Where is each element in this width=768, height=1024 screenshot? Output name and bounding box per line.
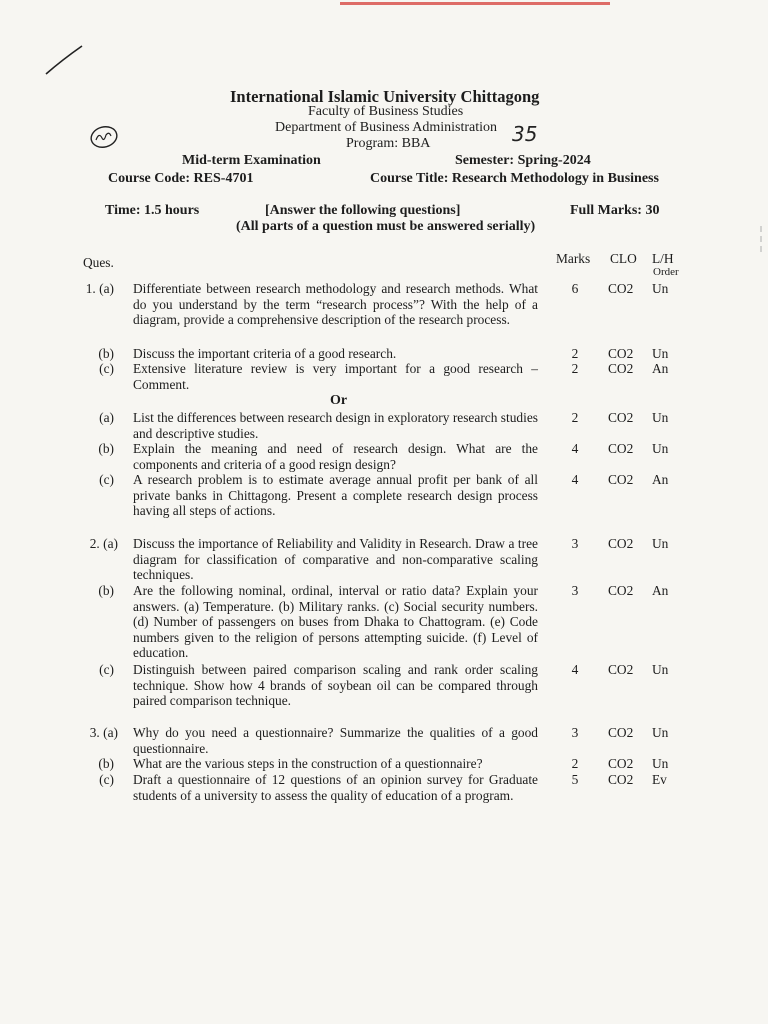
question-marks: 4: [571, 662, 579, 677]
question-text: Extensive literature review is very important for a good research – Comment.: [133, 361, 538, 392]
question-level: Ev: [652, 772, 667, 787]
question-text: Differentiate between research methodology and research methods. What do you understand by the term “research process”? With the help of a diagram, provide a comprehensive description of the research process.: [133, 281, 538, 328]
question-clo: CO2: [608, 361, 634, 376]
question-text: Distinguish between paired comparison scaling and rank order scaling technique. Show how 4 brands of soybean oil can be compared through paired comparison technique.: [133, 662, 538, 709]
column-header-clo: CLO: [610, 251, 637, 266]
question-number: 3. (a): [89, 725, 118, 740]
question-number: 2. (a): [89, 536, 118, 551]
column-header-order: Order: [653, 266, 679, 278]
question-number: (c): [99, 772, 114, 787]
question-text: Explain the meaning and need of research design. What are the components and criteria of a good resign design?: [133, 441, 538, 472]
question-marks: 4: [571, 472, 579, 487]
question-marks: 3: [571, 536, 579, 551]
question-marks: 6: [571, 281, 579, 296]
course-title: Course Title: Research Methodology in Business: [370, 171, 659, 186]
department-name: Department of Business Administration: [275, 120, 498, 135]
question-clo: CO2: [608, 441, 634, 456]
question-text: Discuss the importance of Reliability and Validity in Research. Draw a tree diagram for classification of comparative and non-comparative scaling techniques.: [133, 536, 538, 583]
question-level: Un: [652, 756, 669, 771]
scan-edge-artifact: [757, 226, 765, 254]
question-marks: 2: [571, 361, 579, 376]
question-level: Un: [652, 536, 669, 551]
question-number: (c): [99, 361, 114, 376]
question-level: An: [652, 583, 669, 598]
column-header-lh: L/H: [652, 251, 674, 266]
course-code: Course Code: RES-4701: [108, 171, 254, 186]
question-clo: CO2: [608, 772, 634, 787]
question-number: (a): [99, 410, 114, 425]
instruction-answer: [Answer the following questions]: [265, 203, 461, 218]
time-allowed: Time: 1.5 hours: [105, 203, 200, 218]
question-level: Un: [652, 410, 669, 425]
question-clo: CO2: [608, 756, 634, 771]
program-name: Program: BBA: [346, 136, 431, 151]
question-number: (b): [98, 756, 114, 771]
university-name: International Islamic University Chittagong: [230, 87, 540, 106]
question-level: An: [652, 361, 669, 376]
question-marks: 4: [571, 441, 579, 456]
question-level: Un: [652, 281, 669, 296]
column-header-marks: Marks: [556, 251, 591, 266]
question-clo: CO2: [608, 583, 634, 598]
semester-label: Semester: Spring-2024: [455, 153, 591, 168]
faculty-name: Faculty of Business Studies: [308, 104, 464, 119]
column-header-ques: Ques.: [83, 255, 114, 270]
handwritten-score: 35: [512, 122, 538, 146]
question-number: (b): [98, 441, 114, 456]
question-clo: CO2: [608, 472, 634, 487]
pen-stroke-mark: [44, 44, 84, 76]
question-clo: CO2: [608, 410, 634, 425]
exam-title: Mid-term Examination: [182, 153, 321, 168]
question-number: (c): [99, 662, 114, 677]
question-marks: 2: [571, 410, 579, 425]
question-clo: CO2: [608, 536, 634, 551]
question-marks: 5: [571, 772, 579, 787]
question-level: Un: [652, 725, 669, 740]
or-separator: Or: [330, 393, 348, 408]
question-marks: 3: [571, 583, 579, 598]
scan-edge-mark: [340, 2, 610, 5]
full-marks: Full Marks: 30: [570, 203, 660, 218]
question-level: An: [652, 472, 669, 487]
question-text: What are the various steps in the construction of a questionnaire?: [133, 756, 483, 771]
question-clo: CO2: [608, 346, 634, 361]
question-number: (b): [98, 583, 114, 598]
question-marks: 2: [571, 756, 579, 771]
question-level: Un: [652, 441, 669, 456]
question-clo: CO2: [608, 281, 634, 296]
question-clo: CO2: [608, 662, 634, 677]
question-text: Are the following nominal, ordinal, interval or ratio data? Explain your answers. (a) Temperature. (b) Military ranks. (c) Social security numbers. (d) Number of passengers on buses from Dhaka to Chattogram. (e) Code numbers given to the religion of persons attempting suicide. (f) Level of education.: [133, 583, 538, 661]
handwritten-circled-initials: [88, 124, 120, 150]
question-number: (b): [98, 346, 114, 361]
question-level: Un: [652, 662, 669, 677]
question-text: Draft a questionnaire of 12 questions of an opinion survey for Graduate students of a university to assess the quality of education of a program.: [133, 772, 538, 803]
question-text: Why do you need a questionnaire? Summarize the qualities of a good questionnaire.: [133, 725, 538, 756]
question-number: 1. (a): [85, 281, 114, 296]
question-marks: 2: [571, 346, 579, 361]
question-text: List the differences between research design in exploratory research studies and descriptive studies.: [133, 410, 538, 441]
instruction-serial: (All parts of a question must be answered serially): [236, 219, 536, 234]
question-text: Discuss the important criteria of a good research.: [133, 346, 397, 361]
question-clo: CO2: [608, 725, 634, 740]
question-text: A research problem is to estimate average annual profit per bank of all private banks in Chittagong. Present a complete research design process having all steps of actions.: [133, 472, 538, 519]
question-number: (c): [99, 472, 114, 487]
question-level: Un: [652, 346, 669, 361]
question-marks: 3: [571, 725, 579, 740]
